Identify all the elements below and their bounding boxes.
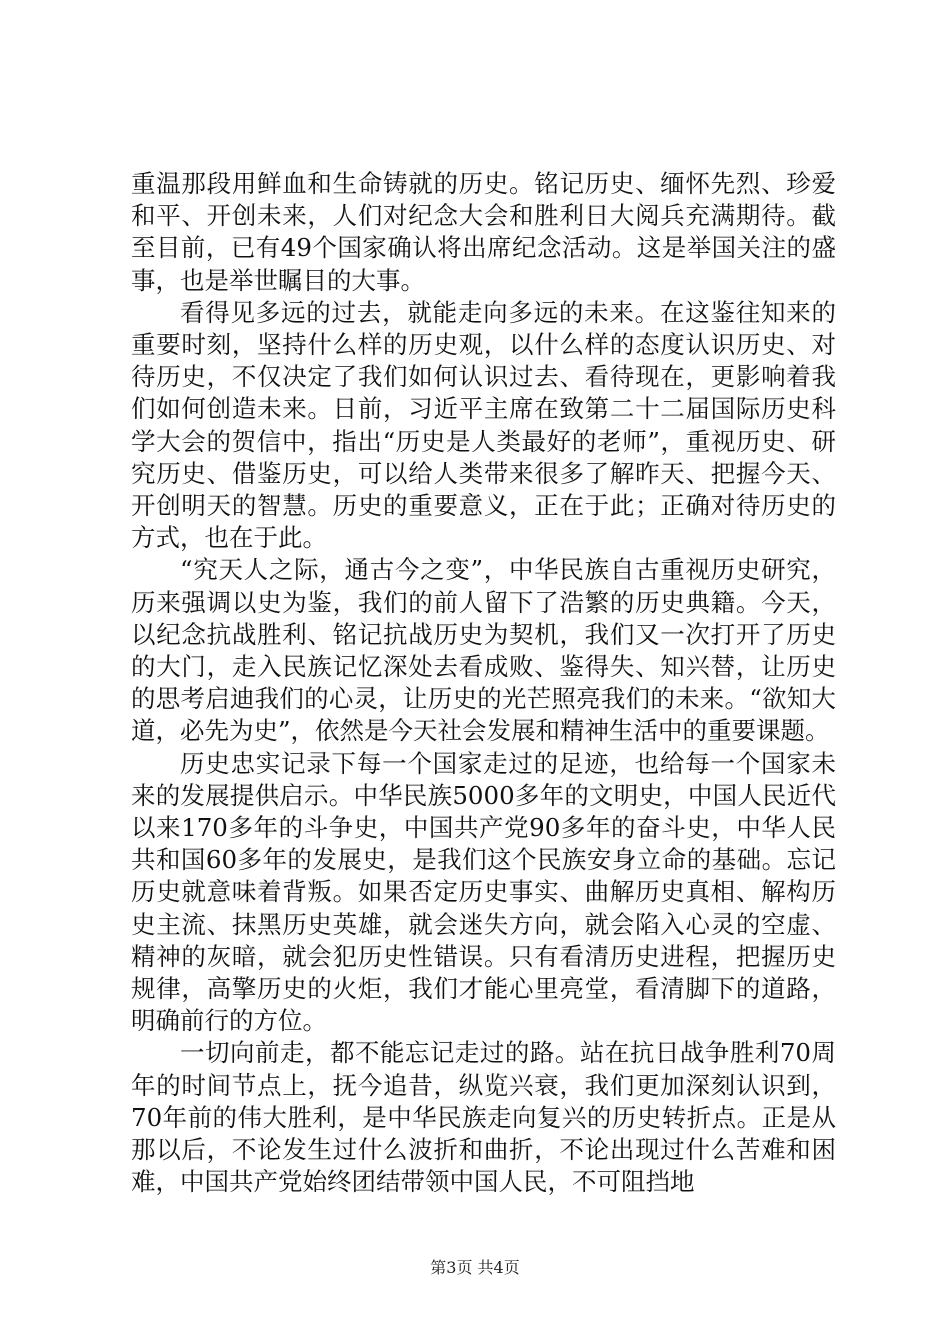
document-body [131,168,836,1199]
paragraph-5: 一切向前走，都不能忘记走过的路。站在抗日战争胜利70周年的时间节点上，抚今追昔，纵览兴衰，我们更加深刻认识到，70年前的伟大胜利，是中华民族走向复兴的历史转折点。正是从那以后，不论发生过什么波折和曲折，不论出现过什么苦难和困难，中国共产党始终团结带领中国人民，不可阻挡地 [131,1038,836,1197]
page-number-label: 第3页 共4页 [430,1258,520,1277]
page-footer [0,1258,950,1278]
paragraph-3: “究天人之际，通古今之变”，中华民族自古重视历史研究，历来强调以史为鉴，我们的前人留下了浩繁的历史典籍。今天，以纪念抗战胜利、铭记抗战历史为契机，我们又一次打开了历史的大门，走入民族记忆深处去看成败、鉴得失、知兴替，让历史的思考启迪我们的心灵，让历史的光芒照亮我们的未来。“欲知大道，必先为史”，依然是今天社会发展和精神生活中的重要课题。 [131,555,836,746]
paragraph-2: 看得见多远的过去，就能走向多远的未来。在这鉴往知来的重要时刻，坚持什么样的历史观，以什么样的态度认识历史、对待历史，不仅决定了我们如何认识过去、看待现在，更影响着我们如何创造未来。日前，习近平主席在致第二十二届国际历史科学大会的贺信中，指出“历史是人类最好的老师”，重视历史、研究历史、借鉴历史，可以给人类带来很多了解昨天、把握今天、开创明天的智慧。历史的重要意义，正在于此；正确对待历史的方式，也在于此。 [131,297,836,553]
paragraph-1: 重温那段用鲜血和生命铸就的历史。铭记历史、缅怀先烈、珍爱和平、开创未来，人们对纪念大会和胜利日大阅兵充满期待。截至目前，已有49个国家确认将出席纪念活动。这是举国关注的盛事，也是举世瞩目的大事。 [131,169,836,295]
paragraph-4: 历史忠实记录下每一个国家走过的足迹，也给每一个国家未来的发展提供启示。中华民族5000多年的文明史，中国人民近代以来170多年的斗争史，中国共产党90多年的奋斗史，中华人民共和国60多年的发展史，是我们这个民族安身立命的基础。忘记历史就意味着背叛。如果否定历史事实、曲解历史真相、解构历史主流、抹黑历史英雄，就会迷失方向，就会陷入心灵的空虚、精神的灰暗，就会犯历史性错误。只有看清历史进程，把握历史规律，高擎历史的火炬，我们才能心里亮堂，看清脚下的道路，明确前行的方位。 [131,748,836,1036]
